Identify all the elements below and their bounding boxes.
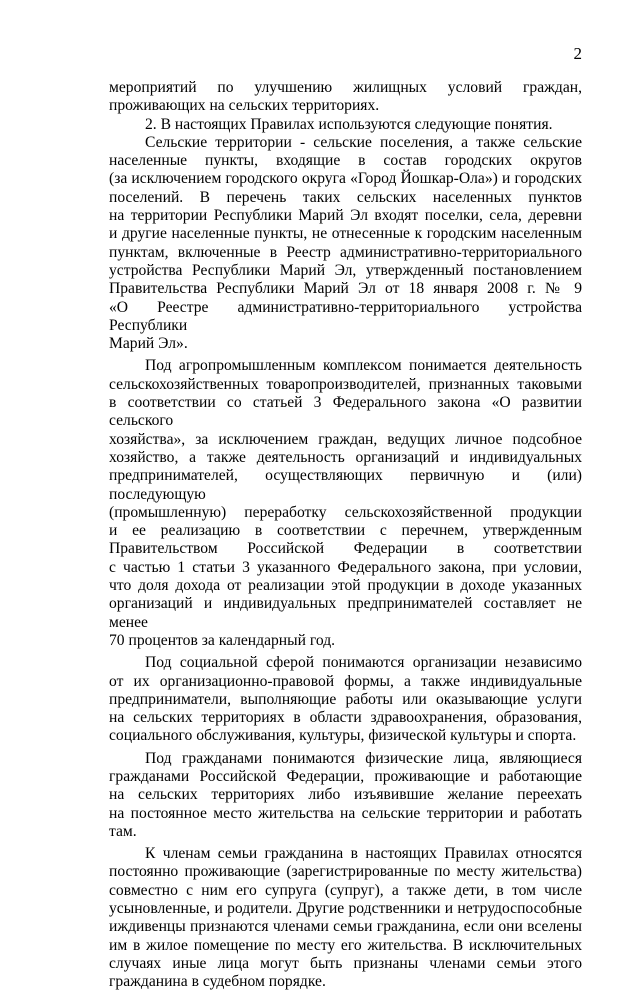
text-line: в соответствии со статьей 3 Федерального закона «О развитии сельского: [109, 394, 582, 430]
text-line: К членам семьи гражданина в настоящих Правилах относятся: [145, 845, 582, 863]
document-body: [109, 79, 582, 992]
text-line: предприниматели, выполняющие работы или оказывающие услуги: [109, 690, 582, 708]
text-line: на сельских территориях в области здравоохранения, образования,: [109, 709, 582, 727]
text-line: устройства Республики Марий Эл, утвержденный постановлением: [109, 261, 582, 279]
text-line: и ее реализацию в соответствии с перечнем, утвержденным: [109, 522, 582, 540]
text-line: Марий Эл».: [109, 335, 188, 353]
text-line: гражданина в судебном порядке.: [109, 973, 326, 991]
text-line: Под гражданами понимаются физические лица, являющиеся: [145, 749, 582, 767]
text-line: на постоянное место жительства на сельские территории и работать там.: [109, 804, 582, 840]
text-line: хозяйства», за исключением граждан, ведущих личное подсобное: [109, 430, 582, 448]
text-line: организаций и индивидуальных предпринимателей составляет не менее: [109, 595, 582, 631]
text-line: социального обслуживания, культуры, физической культуры и спорта.: [109, 727, 577, 745]
text-line: на территории Республики Марий Эл входят поселки, села, деревни: [109, 207, 582, 225]
text-line: Правительством Российской Федерации в соответствии: [109, 540, 582, 558]
text-line: «О Реестре административно-территориального устройства Республики: [109, 298, 582, 334]
text-line: 2. В настоящих Правилах используются следующие понятия.: [145, 115, 553, 133]
text-line: Под социальной сферой понимаются организации независимо: [145, 654, 582, 672]
text-line: мероприятий по улучшению жилищных условий граждан,: [109, 79, 582, 96]
text-line: поселений. В перечень таких сельских населенных пунктов: [109, 188, 582, 206]
text-line: им в жилое помещение по месту его жительства. В исключительных: [109, 936, 582, 954]
text-line: предпринимателей, осуществляющих первичную и (или) последующую: [109, 467, 582, 503]
text-line: совместно с ним его супруга (супруг), а также дети, в том числе: [109, 881, 582, 899]
text-line: (промышленную) переработку сельскохозяйственной продукции: [109, 503, 582, 521]
text-line: 70 процентов за календарный год.: [109, 631, 336, 649]
text-line: с частью 1 статьи 3 указанного Федерального закона, при условии,: [109, 558, 582, 576]
text-line: от их организационно-правовой формы, а также индивидуальные: [109, 672, 582, 690]
text-line: усыновленные, и родители. Другие родственники и нетрудоспособные: [109, 900, 582, 918]
text-line: хозяйство, а также деятельность организаций и индивидуальных: [109, 448, 582, 466]
text-line: проживающих на сельских территориях.: [109, 97, 380, 115]
text-line: Под агропромышленным комплексом понимается деятельность: [145, 357, 582, 375]
text-line: и другие населенные пункты, не отнесенные к городским населенным: [109, 225, 582, 243]
text-line: что доля дохода от реализации этой продукции в доходе указанных: [109, 577, 582, 595]
text-line: населенные пункты, входящие в состав городских округов: [109, 152, 582, 170]
text-line: Сельские территории - сельские поселения, а также сельские: [145, 133, 582, 151]
page-number: 2: [573, 44, 582, 63]
text-line: (за исключением городского округа «Город Йошкар-Ола») и городских: [109, 170, 582, 188]
text-line: пунктам, включенные в Реестр административно-территориального: [109, 243, 582, 261]
text-line: сельскохозяйственных товаропроизводителей, признанных таковыми: [109, 375, 582, 393]
text-line: постоянно проживающие (зарегистрированные по месту жительства): [109, 863, 582, 881]
text-line: на сельских территориях либо изъявившие желание переехать: [109, 786, 582, 804]
text-line: иждивенцы признаются членами семьи гражданина, если они вселены: [109, 918, 582, 936]
text-line: гражданами Российской Федерации, проживающие и работающие: [109, 767, 582, 785]
text-line: Правительства Республики Марий Эл от 18 января 2008 г. № 9: [109, 280, 582, 298]
text-line: случаях иные лица могут быть признаны членами семьи этого: [109, 954, 582, 972]
